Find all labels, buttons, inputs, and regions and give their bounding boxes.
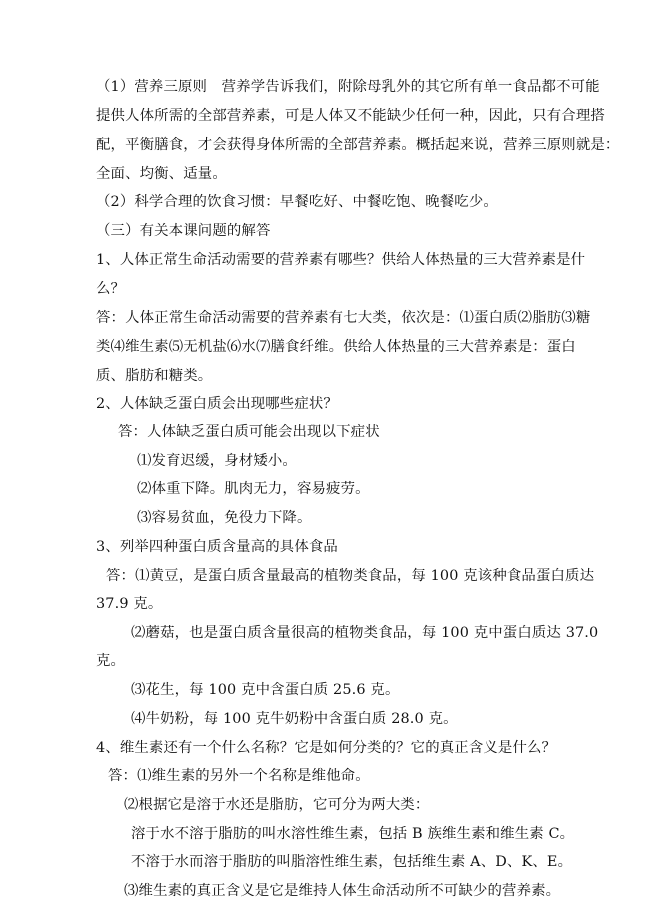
question-line: 1、人体正常生命活动需要的营养素有哪些？供给人体热量的三大营养素是什 bbox=[96, 252, 586, 268]
question-line: 4、维生素还有一个什么名称？它是如何分类的？它的真正含义是什么？ bbox=[96, 740, 557, 756]
answer-item: ⑵蘑菇，也是蛋白质含量很高的植物类食品，每 100 克中蛋白质达 37.0 bbox=[131, 625, 599, 641]
text-line: （1）营养三原则 营养学告诉我们，附除母乳外的其它所有单一食品都不可能 bbox=[96, 79, 600, 95]
answer-line: 答：人体缺乏蛋白质可能会出现以下症状 bbox=[118, 424, 380, 440]
text-line: 全面、均衡、适量。 bbox=[96, 166, 227, 182]
answer-line: 答：人体正常生命活动需要的营养素有七大类，依次是：⑴蛋白质⑵脂肪⑶糖 bbox=[96, 310, 591, 326]
question-line: 2、人体缺乏蛋白质会出现哪些症状？ bbox=[96, 396, 338, 412]
answer-item: ⑵体重下降。肌肉无力，容易疲劳。 bbox=[137, 481, 370, 497]
question-line: 3、列举四种蛋白质含量高的具体食品 bbox=[96, 539, 338, 555]
answer-line: 克。 bbox=[96, 653, 126, 669]
answer-item: ⑵根据它是溶于水还是脂肪，它可分为两大类： bbox=[124, 797, 430, 813]
answer-item: ⑴发育迟缓，身材矮小。 bbox=[137, 453, 297, 469]
text-line: 配，平衡膳食，才会获得身体所需的全部营养素。概括起来说，营养三原则就是： bbox=[96, 137, 620, 153]
section-heading: （三）有关本课问题的解答 bbox=[96, 223, 271, 239]
answer-item: ⑶维生素的真正含义是它是维持人体生命活动所不可缺少的营养素。 bbox=[124, 883, 561, 899]
answer-item: 不溶于水而溶于脂肪的叫脂溶性维生素，包括维生素 A、D、K、E。 bbox=[131, 854, 573, 870]
answer-item: ⑷牛奶粉，每 100 克牛奶粉中含蛋白质 28.0 克。 bbox=[131, 711, 458, 727]
answer-line: 答：⑴黄豆，是蛋白质含量最高的植物类食品，每 100 克该种食品蛋白质达 bbox=[106, 568, 595, 584]
answer-line: 质、脂肪和糖类。 bbox=[96, 368, 213, 384]
answer-line: 类⑷维生素⑸无机盐⑹水⑺膳食纤维。供给人体热量的三大营养素是：蛋白 bbox=[96, 339, 576, 355]
text-line: （2）科学合理的饮食习惯：早餐吃好、中餐吃饱、晚餐吃少。 bbox=[96, 194, 498, 210]
answer-line: 答：⑴维生素的另外一个名称是维他命。 bbox=[108, 768, 370, 784]
answer-item: ⑶花生，每 100 克中含蛋白质 25.6 克。 bbox=[131, 682, 400, 698]
answer-item: ⑶容易贫血，免役力下降。 bbox=[137, 510, 312, 526]
answer-line: 37.9 克。 bbox=[96, 596, 163, 612]
question-line: 么？ bbox=[96, 281, 126, 297]
text-line: 提供人体所需的全部营养素，可是人体又不能缺少任何一种，因此，只有合理搭 bbox=[96, 108, 605, 124]
answer-item: 溶于水不溶于脂肪的叫水溶性维生素，包括 B 族维生素和维生素 C。 bbox=[131, 826, 575, 842]
